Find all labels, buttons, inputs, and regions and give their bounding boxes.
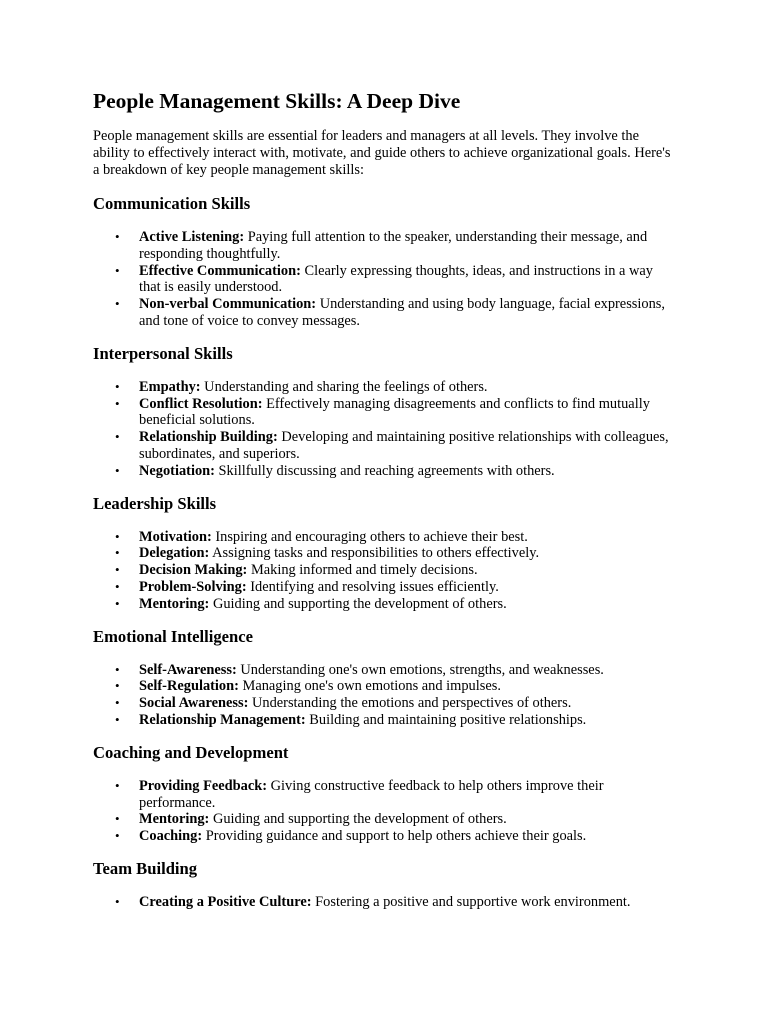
bullet-icon: • bbox=[115, 262, 120, 278]
section-heading: Interpersonal Skills bbox=[93, 343, 233, 363]
bullet-icon: • bbox=[115, 893, 120, 909]
bullet-icon: • bbox=[115, 811, 120, 827]
list-item bbox=[115, 893, 675, 911]
bullet-icon: • bbox=[115, 562, 120, 578]
document-title: People Management Skills: A Deep Dive bbox=[93, 89, 461, 113]
list-item bbox=[115, 296, 675, 330]
item-description: Skillfully discussing and reaching agreements with others. bbox=[214, 462, 555, 479]
item-description: Effectively managing disagreements and conflicts to find mutually beneficial solutions. bbox=[139, 395, 650, 429]
item-term: Self-Awareness: bbox=[139, 661, 237, 678]
item-term: Self-Regulation: bbox=[139, 678, 239, 695]
bullet-list bbox=[93, 894, 675, 911]
bullet-icon: • bbox=[115, 395, 120, 411]
bullet-icon: • bbox=[115, 595, 120, 611]
item-term: Mentoring: bbox=[139, 595, 210, 612]
list-item bbox=[115, 528, 675, 546]
item-term: Relationship Management: bbox=[139, 711, 306, 728]
list-item bbox=[115, 562, 675, 579]
item-term: Problem-Solving: bbox=[139, 578, 247, 595]
section-heading: Communication Skills bbox=[93, 194, 251, 213]
bullet-list bbox=[93, 778, 675, 845]
list-item bbox=[115, 229, 675, 263]
item-term: Mentoring: bbox=[139, 811, 210, 828]
item-description: Paying full attention to the speaker, understanding their message, and responding thoughtfully. bbox=[139, 229, 648, 262]
bullet-icon: • bbox=[115, 528, 120, 544]
section-heading: Leadership Skills bbox=[93, 493, 217, 513]
item-term: Motivation: bbox=[139, 528, 212, 545]
item-term: Delegation: bbox=[139, 545, 210, 562]
bullet-icon: • bbox=[115, 429, 120, 445]
bullet-icon: • bbox=[115, 711, 120, 727]
list-item bbox=[115, 578, 675, 596]
bullet-icon: • bbox=[115, 828, 120, 844]
item-description: Fostering a positive and supportive work environment. bbox=[311, 893, 631, 910]
item-term: Providing Feedback: bbox=[139, 777, 268, 794]
section-heading: Team Building bbox=[93, 858, 198, 878]
list-item bbox=[115, 695, 675, 712]
item-term: Active Listening: bbox=[139, 229, 245, 245]
item-term: Non-verbal Communication: bbox=[139, 296, 317, 313]
item-description: Understanding and sharing the feelings of others. bbox=[200, 378, 488, 395]
bullet-list bbox=[93, 379, 675, 480]
item-term: Decision Making: bbox=[139, 562, 248, 579]
item-description: Inspiring and encouraging others to achieve their best. bbox=[211, 528, 528, 545]
item-description: Assigning tasks and responsibilities to others effectively. bbox=[209, 545, 540, 562]
bullet-icon: • bbox=[115, 545, 120, 561]
bullet-icon: • bbox=[115, 777, 120, 793]
item-description: Managing one's own emotions and impulses. bbox=[238, 678, 501, 695]
list-item bbox=[115, 828, 675, 845]
bullet-icon: • bbox=[115, 695, 120, 711]
list-item bbox=[115, 545, 675, 562]
item-description: Building and maintaining positive relationships. bbox=[305, 711, 587, 728]
item-term: Effective Communication: bbox=[139, 262, 301, 279]
item-description: Guiding and supporting the development of others. bbox=[209, 595, 507, 612]
item-description: Giving constructive feedback to help others improve their performance. bbox=[139, 777, 604, 811]
item-description: Understanding the emotions and perspectives of others. bbox=[248, 695, 572, 712]
item-term: Relationship Building: bbox=[139, 429, 278, 446]
bullet-icon: • bbox=[115, 661, 120, 677]
list-item bbox=[115, 462, 675, 480]
item-term: Coaching: bbox=[139, 828, 203, 845]
sections-container bbox=[93, 194, 675, 911]
bullet-icon: • bbox=[115, 462, 120, 478]
item-description: Clearly expressing thoughts, ideas, and instructions in a way that is easily understood. bbox=[139, 262, 653, 296]
item-term: Social Awareness: bbox=[139, 695, 249, 712]
item-term: Negotiation: bbox=[139, 462, 215, 479]
bullet-list bbox=[93, 662, 675, 729]
list-item bbox=[115, 777, 675, 812]
bullet-list bbox=[93, 529, 675, 613]
item-term: Creating a Positive Culture: bbox=[139, 893, 312, 910]
list-item bbox=[115, 395, 675, 430]
list-item bbox=[115, 262, 675, 297]
bullet-icon: • bbox=[115, 578, 120, 594]
item-description: Identifying and resolving issues efficiently. bbox=[246, 578, 499, 595]
item-description: Making informed and timely decisions. bbox=[247, 562, 478, 579]
item-description: Understanding one's own emotions, strengths, and weaknesses. bbox=[236, 661, 604, 678]
item-description: Developing and maintaining positive relationships with colleagues, subordinates, and superiors. bbox=[139, 429, 669, 462]
list-item bbox=[115, 711, 675, 729]
list-item bbox=[115, 661, 675, 679]
list-item bbox=[115, 595, 675, 613]
bullet-icon: • bbox=[115, 229, 120, 244]
item-description: Understanding and using body language, facial expressions, and tone of voice to convey messages. bbox=[139, 296, 665, 329]
bullet-icon: • bbox=[115, 296, 120, 312]
item-description: Guiding and supporting the development of others. bbox=[209, 811, 507, 828]
list-item bbox=[115, 378, 675, 396]
bullet-icon: • bbox=[115, 678, 120, 694]
list-item bbox=[115, 811, 675, 828]
intro-paragraph: People management skills are essential for leaders and managers at all levels. They involve the ability to effectively interact with, motivate, and guide others to achieve organizational goals. Here's a breakdown of key people management skills: bbox=[93, 128, 671, 178]
item-term: Conflict Resolution: bbox=[139, 395, 263, 412]
item-description: Providing guidance and support to help others achieve their goals. bbox=[202, 828, 587, 845]
list-item bbox=[115, 429, 675, 463]
section-heading: Emotional Intelligence bbox=[93, 626, 253, 646]
bullet-list bbox=[93, 229, 675, 330]
item-term: Empathy: bbox=[139, 378, 201, 395]
list-item bbox=[115, 678, 675, 695]
section-heading: Coaching and Development bbox=[93, 742, 289, 762]
bullet-icon: • bbox=[115, 378, 120, 394]
